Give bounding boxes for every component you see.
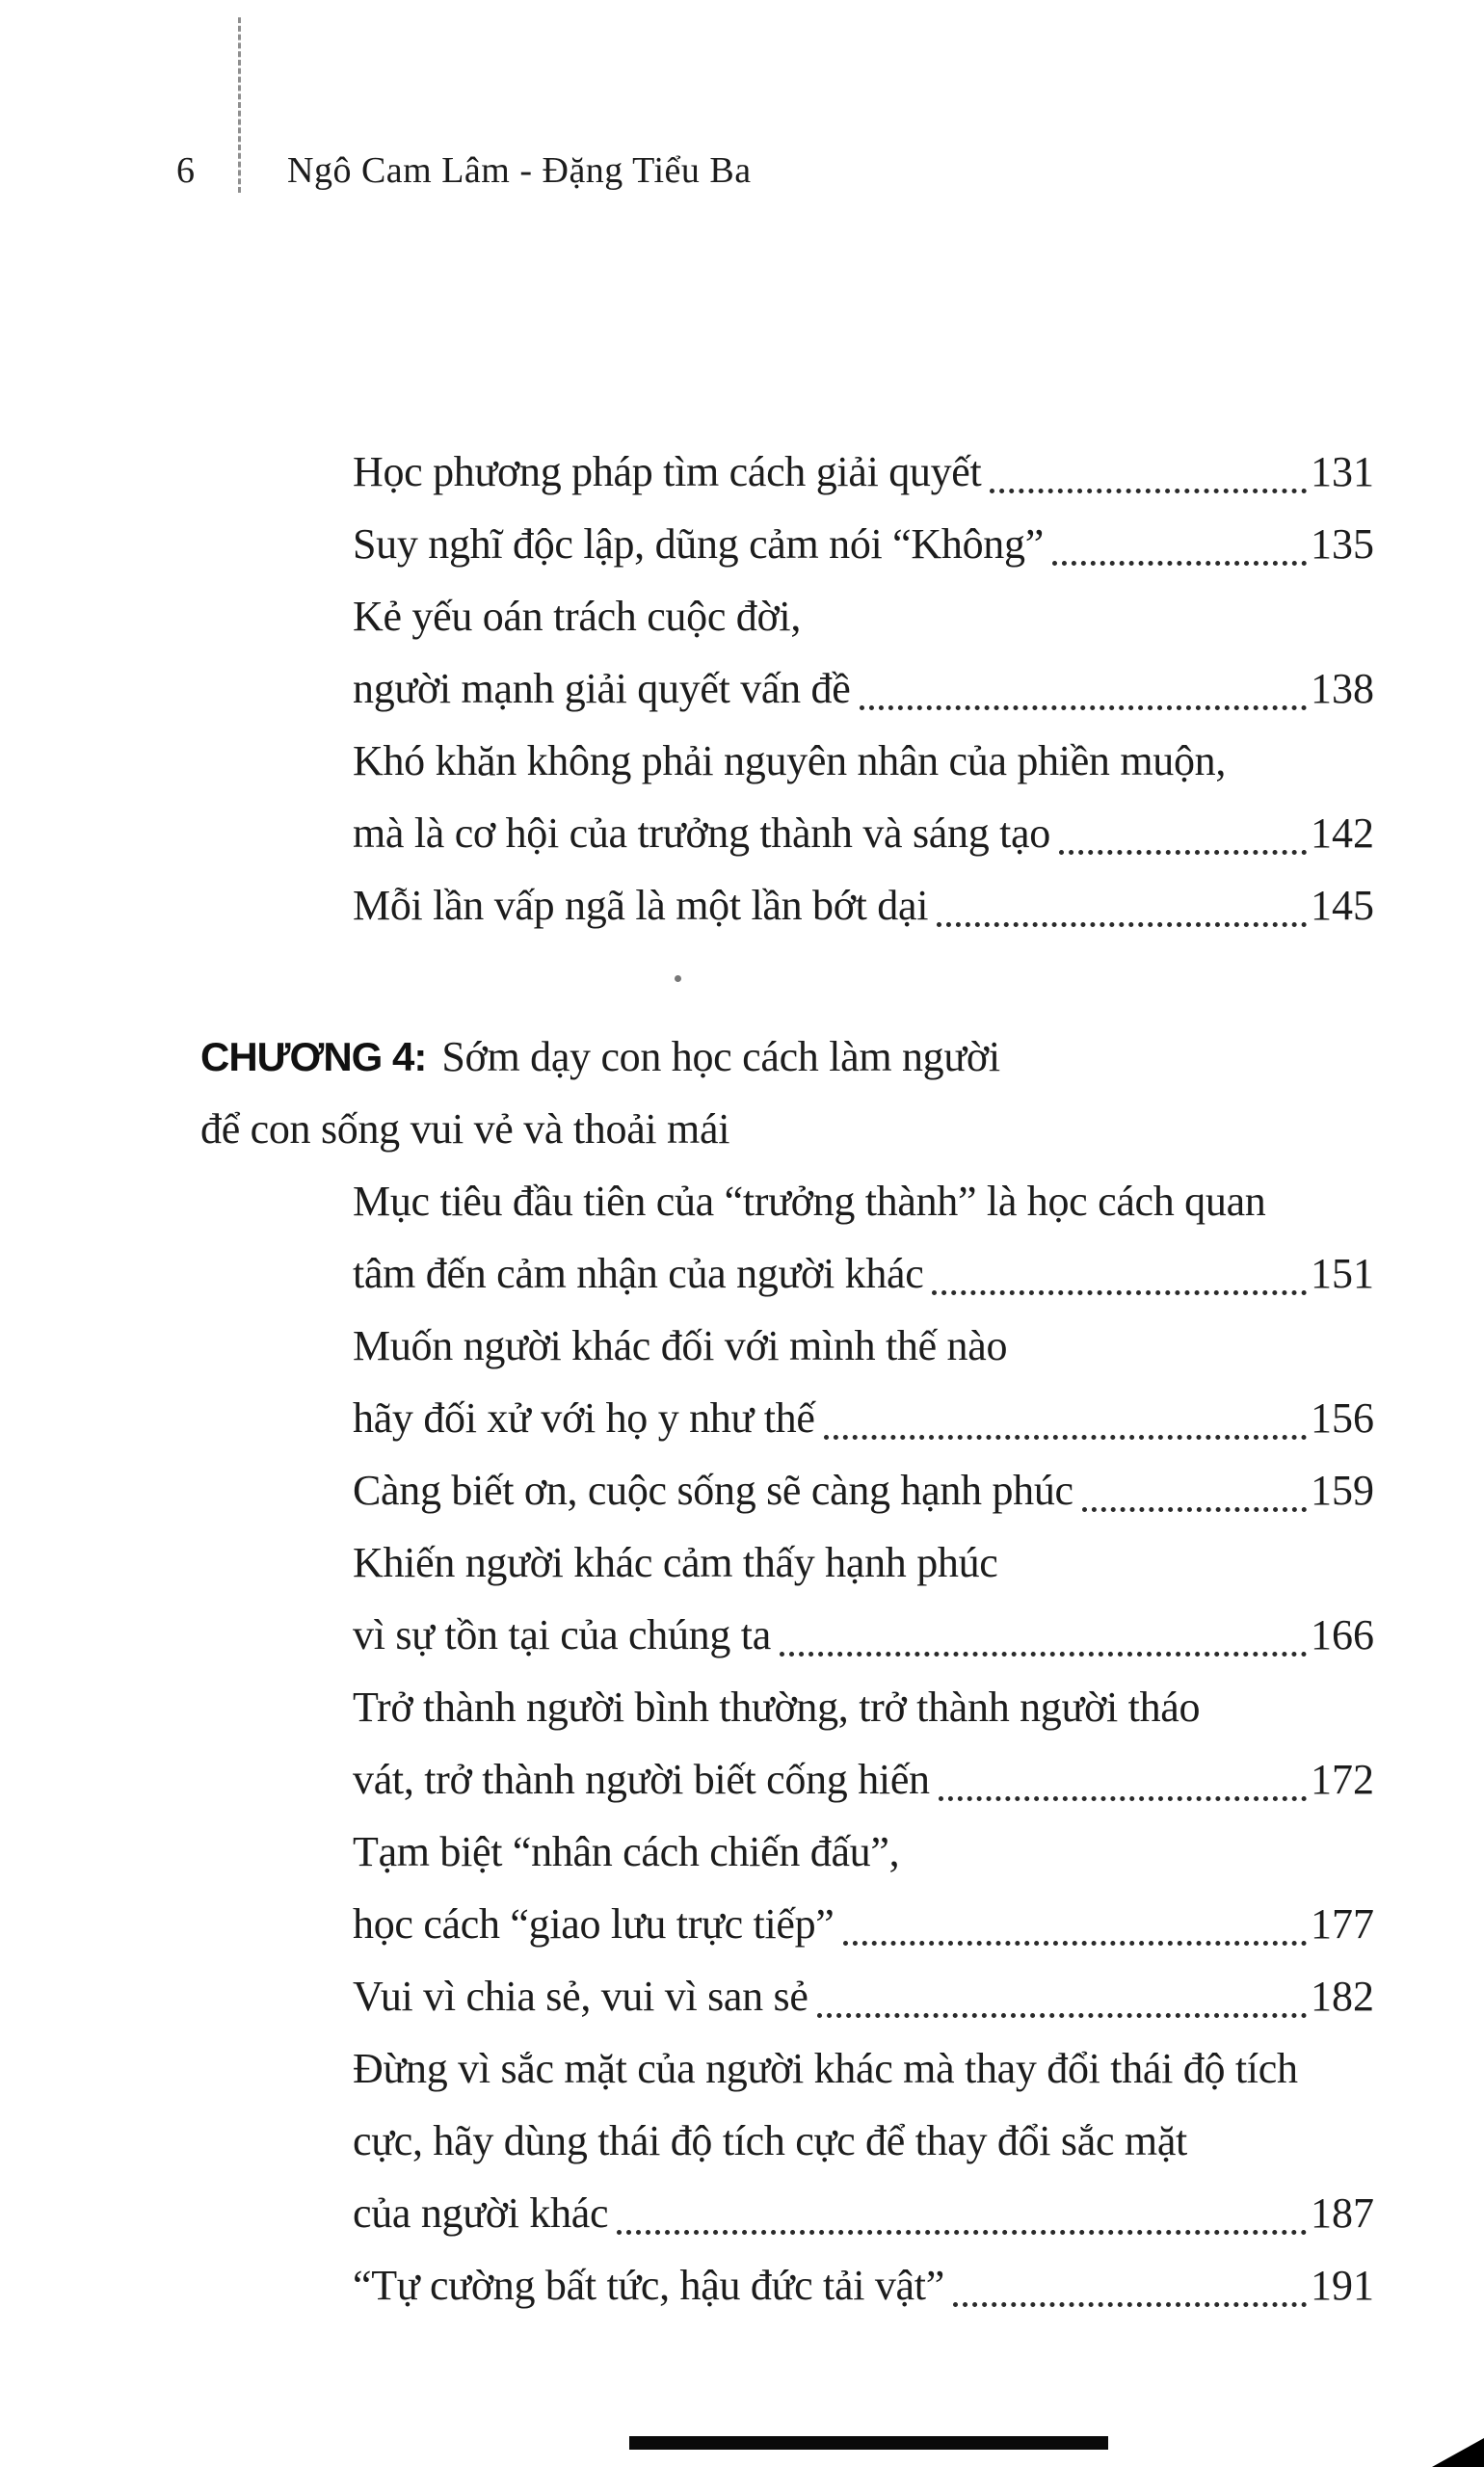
toc-entry-line (200, 1237, 1374, 1310)
chapter-title-text: Sớm dạy con học cách làm người (441, 1033, 1000, 1080)
toc-entry-line (200, 2177, 1374, 2249)
entry-text: hãy đối xử với họ y như thế (353, 1394, 815, 1442)
toc-entry-line (200, 1671, 1374, 1743)
entry-text: Kẻ yếu oán trách cuộc đời, (353, 593, 802, 640)
scan-speck (675, 975, 681, 982)
page-number: 6 (176, 150, 195, 191)
chapter-heading-line (200, 1021, 1374, 1093)
dotted-leader (860, 705, 1308, 710)
entry-text: Mục tiêu đầu tiên của “trưởng thành” là học cách quan (353, 1178, 1266, 1225)
entry-text: người mạnh giải quyết vấn đề (353, 665, 851, 712)
entry-text: Vui vì chia sẻ, vui vì san sẻ (353, 1973, 808, 2020)
entry-page-number: 191 (1311, 2262, 1374, 2309)
entry-page-number: 159 (1311, 1467, 1374, 1514)
entry-page-number: 172 (1311, 1756, 1374, 1803)
page-corner-mark (1432, 2438, 1484, 2467)
toc-list (200, 436, 1374, 2321)
chapter-title-text: để con sống vui vẻ và thoải mái (200, 1105, 730, 1153)
toc-entry-line (200, 1526, 1374, 1599)
toc-entry-line (200, 869, 1374, 942)
entry-text: của người khác (353, 2189, 609, 2237)
entry-page-number: 135 (1311, 520, 1374, 568)
entry-page-number: 166 (1311, 1611, 1374, 1658)
toc-entry-line (200, 1599, 1374, 1671)
dotted-leader (990, 489, 1307, 493)
toc-entry-line (200, 436, 1374, 508)
entry-text: “Tự cường bất tức, hậu đức tải vật” (353, 2262, 944, 2309)
entry-page-number: 187 (1311, 2189, 1374, 2237)
toc-entry-line (200, 2249, 1374, 2321)
chapter-heading-line (200, 1093, 1374, 1165)
entry-text: vì sự tồn tại của chúng ta (353, 1611, 771, 1658)
entry-page-number: 131 (1311, 448, 1374, 495)
toc-entry-line (200, 508, 1374, 580)
entry-text: tâm đến cảm nhận của người khác (353, 1250, 924, 1297)
entry-page-number: 177 (1311, 1900, 1374, 1948)
dotted-leader (1059, 850, 1307, 855)
entry-text: Mỗi lần vấp ngã là một lần bớt dại (353, 882, 929, 929)
dotted-leader (939, 1796, 1307, 1801)
entry-page-number: 142 (1311, 809, 1374, 857)
entry-text: vát, trở thành người biết cống hiến (353, 1756, 930, 1803)
entry-text: Học phương pháp tìm cách giải quyết (353, 448, 982, 495)
entry-text: học cách “giao lưu trực tiếp” (353, 1900, 835, 1948)
entry-text: Muốn người khác đối với mình thế nào (353, 1322, 1008, 1369)
toc-entry-line (200, 2032, 1374, 2105)
entry-page-number: 145 (1311, 882, 1374, 929)
toc-entry-line (200, 1454, 1374, 1526)
entry-text: Khiến người khác cảm thấy hạnh phúc (353, 1539, 998, 1586)
scan-artifact-bar (629, 2436, 1108, 2450)
toc-entry-line (200, 580, 1374, 652)
toc-entry-line (200, 652, 1374, 725)
toc-entry-line (200, 1165, 1374, 1237)
entry-text: Suy nghĩ độc lập, dũng cảm nói “Không” (353, 520, 1044, 568)
dotted-leader (953, 2302, 1307, 2307)
toc-entry-line (200, 1816, 1374, 1888)
header-dashed-divider (238, 17, 241, 193)
toc-entry-line (200, 797, 1374, 869)
toc-entry-line (200, 1888, 1374, 1960)
toc-entry-line (200, 1960, 1374, 2032)
toc-entry-line (200, 2105, 1374, 2177)
dotted-leader (1082, 1507, 1307, 1512)
entry-text: Trở thành người bình thường, trở thành người tháo (353, 1684, 1201, 1731)
running-header-title: Ngô Cam Lâm - Đặng Tiểu Ba (287, 150, 752, 191)
entry-text: Càng biết ơn, cuộc sống sẽ càng hạnh phúc (353, 1467, 1073, 1514)
dotted-leader (617, 2230, 1307, 2235)
dotted-leader (1052, 561, 1307, 566)
entry-text: cực, hãy dùng thái độ tích cực để thay đổi sắc mặt (353, 2117, 1187, 2164)
entry-text: Khó khăn không phải nguyên nhân của phiền muộn, (353, 737, 1227, 784)
dotted-leader (780, 1652, 1307, 1657)
toc-entry-line (200, 1382, 1374, 1454)
toc-entry-line (200, 1310, 1374, 1382)
dotted-leader (843, 1941, 1307, 1946)
entry-page-number: 151 (1311, 1250, 1374, 1297)
entry-page-number: 156 (1311, 1394, 1374, 1442)
dotted-leader (937, 922, 1307, 927)
dotted-leader (932, 1290, 1307, 1295)
entry-text: Đừng vì sắc mặt của người khác mà thay đổi thái độ tích (353, 2045, 1298, 2092)
entry-text: mà là cơ hội của trưởng thành và sáng tạo (353, 809, 1050, 857)
toc-entry-line (200, 725, 1374, 797)
entry-text: Tạm biệt “nhân cách chiến đấu”, (353, 1828, 900, 1875)
dotted-leader (817, 2013, 1307, 2018)
toc-entry-line (200, 1743, 1374, 1816)
chapter-label: CHƯƠNG 4: (200, 1034, 427, 1079)
entry-page-number: 138 (1311, 665, 1374, 712)
dotted-leader (824, 1435, 1307, 1440)
entry-page-number: 182 (1311, 1973, 1374, 2020)
